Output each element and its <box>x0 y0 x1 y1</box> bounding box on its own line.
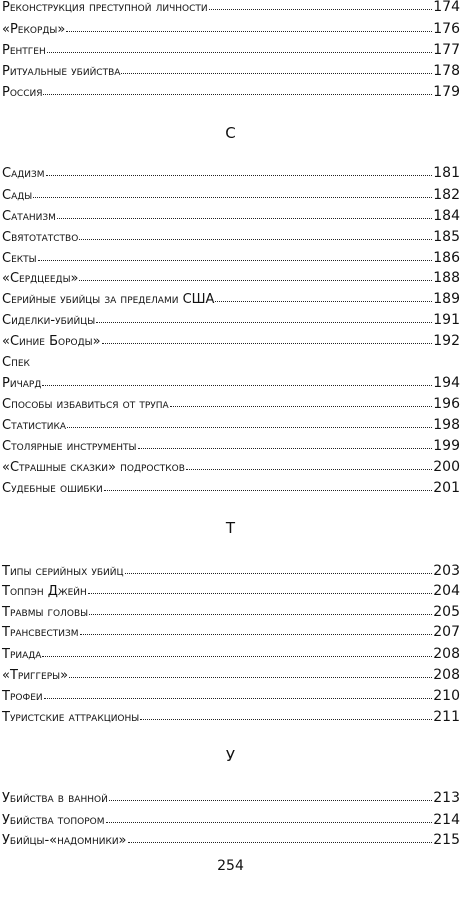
index-entry <box>2 61 460 81</box>
leader-dots <box>57 217 432 219</box>
entry-page: 207 <box>433 624 460 640</box>
index-entry <box>2 561 460 581</box>
entry-title: «Страшные сказки» подростков <box>2 460 185 475</box>
entry-page: 191 <box>433 312 460 328</box>
leader-dots <box>209 8 433 10</box>
leader-dots <box>128 841 433 843</box>
entry-title: Садизм <box>2 166 45 181</box>
leader-dots <box>106 821 433 823</box>
index-entry <box>2 457 460 477</box>
leader-dots <box>42 655 432 657</box>
index-entry <box>2 0 460 17</box>
entry-page: 179 <box>433 84 460 100</box>
index-entry <box>2 163 460 183</box>
leader-dots <box>79 238 432 240</box>
index-entry <box>2 353 460 373</box>
entry-title: Убийства топором <box>2 813 105 828</box>
entry-page: 185 <box>433 229 460 245</box>
entry-title: Сиделки-убийцы <box>2 313 96 328</box>
leader-dots <box>215 300 432 302</box>
entry-page: 189 <box>433 291 460 307</box>
index-entry <box>2 415 460 435</box>
index-entry <box>2 436 460 456</box>
entry-title: Сады <box>2 188 33 203</box>
index-entry <box>2 185 460 205</box>
page-number: 254 <box>217 858 244 874</box>
entry-page: 198 <box>433 417 460 433</box>
entry-title: Судебные ошибки <box>2 481 103 496</box>
section-letter-heading: У <box>225 747 236 765</box>
index-entry <box>2 331 460 351</box>
entry-page: 177 <box>433 42 460 58</box>
entry-page: 200 <box>433 459 460 475</box>
leader-dots <box>79 279 432 281</box>
index-entry <box>2 289 460 309</box>
index-entry <box>2 788 460 808</box>
index-entry <box>2 206 460 226</box>
entry-page: 213 <box>433 790 460 806</box>
entry-title: Серийные убийцы за пределами США <box>2 292 215 307</box>
leader-dots <box>109 799 432 801</box>
leader-dots <box>43 93 432 95</box>
entry-title: «Триггеры» <box>2 668 69 683</box>
index-entry <box>2 227 460 247</box>
leader-dots <box>67 426 432 428</box>
leader-dots <box>140 718 432 720</box>
entry-title: Реконструкция преступной личности <box>2 0 208 15</box>
index-entry <box>2 581 460 601</box>
entry-title: Святотатство <box>2 230 79 245</box>
entry-title: Россия <box>2 85 43 100</box>
leader-dots <box>44 697 433 699</box>
entry-title: Статистика <box>2 418 67 433</box>
index-entry <box>2 830 460 850</box>
leader-dots <box>125 572 433 574</box>
leader-dots <box>96 321 432 323</box>
index-entry <box>2 394 460 414</box>
entry-page: 186 <box>433 250 460 266</box>
entry-title: Топпэн Джейн <box>2 584 87 599</box>
entry-title: Триада <box>2 647 42 662</box>
entry-title: Трансвестизм <box>2 625 79 640</box>
entry-page: 210 <box>433 688 460 704</box>
entry-page: 188 <box>433 270 460 286</box>
leader-dots <box>38 259 433 261</box>
entry-page: 208 <box>433 646 460 662</box>
section-letter-heading: С <box>225 124 236 142</box>
leader-dots <box>47 51 433 53</box>
entry-title: «Синие Бороды» <box>2 334 101 349</box>
entry-page: 196 <box>433 396 460 412</box>
index-entry <box>2 707 460 727</box>
entry-title: «Рекорды» <box>2 22 66 37</box>
entry-title: Спек <box>2 355 30 370</box>
entry-page: 178 <box>433 63 460 79</box>
entry-page: 203 <box>433 563 460 579</box>
entry-page: 201 <box>433 480 460 496</box>
leader-dots <box>42 384 432 386</box>
entry-title: Туристские аттракционы <box>2 710 140 725</box>
entry-page: 194 <box>433 375 460 391</box>
entry-title: Ричард <box>2 376 42 391</box>
entry-title: Травмы головы <box>2 605 89 620</box>
index-entry <box>2 310 460 330</box>
index-entry <box>2 248 460 268</box>
entry-title: Сатанизм <box>2 209 56 224</box>
leader-dots <box>69 676 432 678</box>
entry-title: Рентген <box>2 43 46 58</box>
index-entry <box>2 810 460 830</box>
index-entry <box>2 373 460 393</box>
index-entry <box>2 602 460 622</box>
leader-dots <box>121 72 432 74</box>
entry-title: Убийцы-«надомники» <box>2 833 127 848</box>
entry-page: 182 <box>433 187 460 203</box>
entry-title: Трофеи <box>2 689 43 704</box>
index-entry <box>2 268 460 288</box>
index-entry <box>2 686 460 706</box>
index-entry <box>2 622 460 642</box>
leader-dots <box>46 174 433 176</box>
leader-dots <box>89 613 432 615</box>
index-entry <box>2 40 460 60</box>
entry-page: 181 <box>433 165 460 181</box>
leader-dots <box>186 468 432 470</box>
index-entry <box>2 665 460 685</box>
entry-page: 211 <box>433 709 460 725</box>
entry-page: 208 <box>433 667 460 683</box>
entry-page: 205 <box>433 604 460 620</box>
index-entry <box>2 19 460 39</box>
entry-page: 174 <box>433 0 460 15</box>
leader-dots <box>102 342 433 344</box>
entry-page: 215 <box>433 832 460 848</box>
index-entry <box>2 478 460 498</box>
index-entry <box>2 644 460 664</box>
leader-dots <box>104 489 433 491</box>
entry-title: Столярные инструменты <box>2 439 137 454</box>
leader-dots <box>88 592 432 594</box>
entry-title: Типы серийных убийц <box>2 564 124 579</box>
entry-title: Секты <box>2 251 37 266</box>
leader-dots <box>138 447 433 449</box>
entry-page: 192 <box>433 333 460 349</box>
index-entry <box>2 82 460 102</box>
leader-dots <box>33 196 432 198</box>
entry-page: 214 <box>433 812 460 828</box>
entry-title: Убийства в ванной <box>2 791 108 806</box>
entry-title: Ритуальные убийства <box>2 64 121 79</box>
entry-page: 199 <box>433 438 460 454</box>
entry-page: 176 <box>433 21 460 37</box>
leader-dots <box>66 30 432 32</box>
entry-page: 184 <box>433 208 460 224</box>
leader-dots <box>170 405 433 407</box>
entry-title: «Сердцееды» <box>2 271 79 286</box>
entry-title: Способы избавиться от трупа <box>2 397 169 412</box>
section-letter-heading: Т <box>225 519 236 537</box>
leader-dots <box>80 633 433 635</box>
entry-page: 204 <box>433 583 460 599</box>
